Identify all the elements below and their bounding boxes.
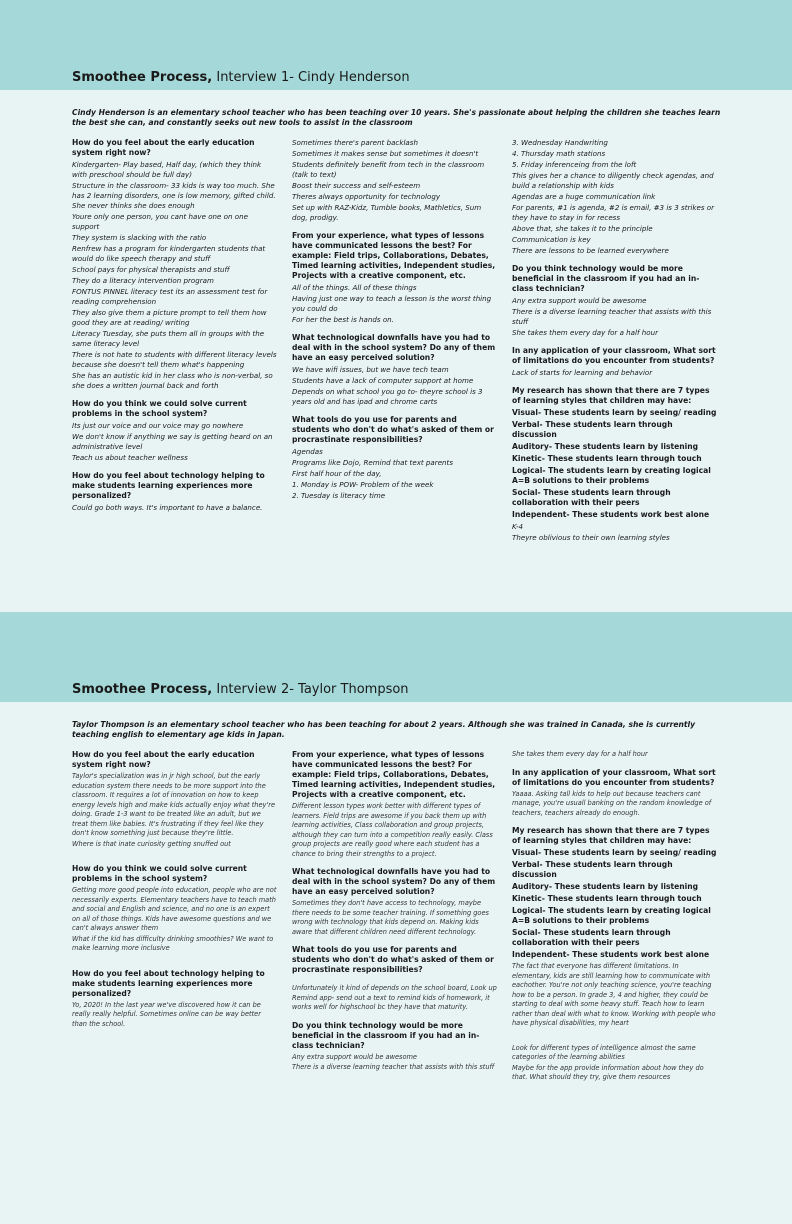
answer-text: Could go both ways. It's important to have a balance. [72, 503, 263, 512]
question-text: Social- These students learn through collaboration with their peers [512, 928, 671, 947]
spacer [72, 850, 277, 864]
question-text: What technological downfalls have you had to deal with in the school system? Do any of them have an easy perceived solution? [292, 333, 496, 362]
question-text: What tools do you use for parents and students who don't do what's asked of them or procrastinate responsibilities? [292, 945, 494, 974]
answer-text: 1. Monday is POW- Problem of the week [292, 480, 434, 489]
question-text: Logical- The students learn by creating logical A=B solutions to their problems [512, 466, 711, 485]
interview-2-column-1 [72, 750, 277, 1030]
question-text: From your experience, what types of lessons have communicated lessons the best? For example: Field trips, Collaborations, Debates, Timed learning activities, Independent studies, Projects with a creative component, etc. [292, 231, 496, 280]
interview-1-subtitle: Interview 1- Cindy Henderson [216, 70, 410, 85]
interview-2-subtitle: Interview 2- Taylor Thompson [216, 682, 409, 697]
answer-text: Boost their success and self-esteem [292, 181, 421, 190]
answer-text: K-4 [512, 522, 524, 531]
answer-text: She has an autistic kid in her class who is non-verbal, so she does a written journal back and forth [72, 371, 273, 390]
question-text: How do you feel about the early education system right now? [72, 138, 255, 157]
spacer [292, 326, 497, 333]
answer-text: 5. Friday inferenceing from the loft [512, 160, 637, 169]
answer-text: She takes them every day for a half hour [512, 328, 659, 337]
spacer [292, 938, 497, 945]
answer-text: Sometimes it makes sense but sometimes it doesn't [292, 149, 479, 158]
question-text: How do you think we could solve current problems in the school system? [72, 864, 247, 883]
answer-text: There is not hate to students with different literacy levels because she doesn't tell them what's happening [72, 350, 277, 369]
question-text: Kinetic- These students learn through touch [512, 454, 702, 463]
answer-text: They system is slacking with the ratio [72, 233, 207, 242]
spacer [292, 1014, 497, 1021]
answer-text: First half hour of the day, [292, 469, 382, 478]
answer-text: Any extra support would be awesome [292, 1052, 417, 1061]
answer-text: Above that, she takes it to the principle [512, 224, 653, 233]
answer-text: All of the things. All of these things [292, 283, 417, 292]
question-text: My research has shown that there are 7 types of learning styles that children may have: [512, 386, 710, 405]
answer-text: FONTUS PINNEL literacy test its an assessment test for reading comprehension [72, 287, 268, 306]
question-text: How do you feel about technology helping to make students learning experiences more personalized? [72, 968, 265, 998]
answer-text: Structure in the classroom- 33 kids is way too much. She has 2 learning disorders, one is low memory, gifted child. She never thinks she does enough [72, 181, 276, 210]
spacer [512, 1030, 717, 1044]
answer-text: Where is that inate curiosity getting snuffed out [72, 839, 231, 848]
answer-text: For parents, #1 is agenda, #2 is email, #3 is 3 strikes or they have to stay in for recess [512, 203, 715, 222]
interview-2-heading [72, 682, 409, 697]
answer-text: We have wifi issues, but we have tech team [292, 365, 449, 374]
question-text: How do you think we could solve current problems in the school system? [72, 399, 247, 418]
question-text: In any application of your classroom, What sort of limitations do you encounter from students? [512, 346, 716, 365]
question-text: Independent- These students work best alone [512, 510, 710, 519]
answer-text: Theres always opportunity for technology [292, 192, 441, 201]
question-text: Visual- These students learn by seeing/ reading [512, 408, 717, 417]
spacer [292, 224, 497, 231]
spacer [72, 955, 277, 969]
question-text: Visual- These students learn by seeing/ reading [512, 848, 717, 857]
answer-text: 2. Tuesday is literacy time [292, 491, 386, 500]
interview-1-intro: Cindy Henderson is an elementary school teacher who has been teaching over 10 years. She's passionate about helping the children she teaches learn the best she can, and constantly seeks out new tools to assist in the classroom [72, 108, 721, 127]
answer-text: Theyre oblivious to their own learning styles [512, 533, 670, 542]
answer-text: Taylor's specialization was in jr high school, but the early education system there needs to be more support into the classroom. It requires a lot of innovation on how to keep energy levels high and make kids actually enjoy what they're doing. Grade 1-3 want to be treated like an adult, but we treat them like babies. It's frustrating if they feel like they don't know something just because they're little. [72, 772, 276, 837]
question-text: How do you feel about the early education system right now? [72, 750, 255, 769]
answer-text: Sometimes they don't have access to technology, maybe there needs to be some teacher training. If something goes wrong with technology that kids depend on. Making kids aware that different children need different technology. [292, 899, 489, 936]
question-text: Logical- The students learn by creating logical A=B solutions to their problems [512, 906, 711, 925]
answer-text: The fact that everyone has different limitations. In elementary, kids are still learning how to communicate with eachother. You're not only teaching science, you're teaching how to be a person. In grade 3, 4 and higher, they could be starting to deal with some heavy stuff. Teach how to learn rather than deal with what to know. Working with people who have physical disabilities, my heart [512, 962, 716, 1027]
question-text: What tools do you use for parents and students who don't do what's asked of them or procrastinate responsibilities? [292, 415, 494, 444]
question-text: Kinetic- These students learn through touch [512, 894, 702, 903]
answer-text: Sometimes there's parent backlash [292, 138, 418, 147]
answer-text: Maybe for the app provide information about how they do that. What should they try, give them resources [512, 1063, 704, 1081]
interview-1-column-1 [72, 138, 277, 514]
question-text: Independent- These students work best alone [512, 950, 710, 959]
answer-text: There is a diverse learning teacher that assists with this stuff [292, 1063, 495, 1071]
question-text: From your experience, what types of lessons have communicated lessons the best? For example: Field trips, Collaborations, Debates, Timed learning activities, Independent studies, Projects with a creative component, etc. [292, 750, 496, 799]
spacer [292, 860, 497, 867]
answer-text: Yaaaa. Asking tall kids to help out because teachers cant manage, you're usuall banking on the random knowledge of teachers, teachers already do enough. [512, 789, 712, 817]
question-text: Auditory- These students learn by listening [512, 442, 699, 451]
spacer [292, 977, 497, 984]
spacer [292, 408, 497, 415]
answer-text: Unfortunately it kind of depends on the school board, Look up Remind app- send out a text to remind kids of homework, it works well for highschool bc they have that maturity. [292, 984, 497, 1011]
answer-text: They do a literacy intervention program [72, 276, 214, 285]
answer-text: Look for different types of intelligence almost the same categories of the learning abilities [512, 1043, 696, 1061]
answer-text: There is a diverse learning teacher that assists with this stuff [512, 307, 712, 326]
question-text: Do you think technology would be more beneficial in the classroom if you had an in-class technician? [512, 264, 700, 293]
answer-text: Its just our voice and our voice may go nowhere [72, 421, 244, 430]
question-text: My research has shown that there are 7 types of learning styles that children may have: [512, 826, 710, 845]
answer-text: Yo, 2020! In the last year we've discovered how it can be really really helpful. Sometimes online can be way better than the school. [72, 1000, 261, 1028]
answer-text: Youre only one person, you cant have one on one support [72, 212, 248, 231]
answer-text: They also give them a picture prompt to tell them how good they are at reading/ writing [72, 308, 267, 327]
answer-text: We don't know if anything we say is getting heard on an administrative level [72, 432, 273, 451]
answer-text: There are lessons to be learned everywhere [512, 246, 669, 255]
answer-text: Students have a lack of computer support at home [292, 376, 474, 385]
interview-1-column-3 [512, 138, 717, 544]
question-text: In any application of your classroom, What sort of limitations do you encounter from students? [512, 767, 716, 787]
interview-2-section [0, 612, 792, 1224]
answer-text: Students definitely benefit from tech in the classroom (talk to text) [292, 160, 485, 179]
spacer [72, 464, 277, 471]
answer-text: Lack of starts for learning and behavior [512, 368, 653, 377]
question-text: Social- These students learn through collaboration with their peers [512, 488, 671, 507]
question-text: Do you think technology would be more beneficial in the classroom if you had an in-class technician? [292, 1020, 480, 1050]
question-text: Verbal- These students learn through discussion [512, 420, 673, 439]
spacer [512, 339, 717, 346]
answer-text: She takes them every day for a half hour [512, 750, 648, 758]
answer-text: Literacy Tuesday, she puts them all in groups with the same literacy level [72, 329, 265, 348]
spacer [512, 257, 717, 264]
answer-text: Agendas are a huge communication link [512, 192, 656, 201]
interview-2-column-3 [512, 750, 717, 1084]
spacer [512, 379, 717, 386]
spacer [512, 819, 717, 826]
interview-1-heading [72, 70, 410, 85]
answer-text: Teach us about teacher wellness [72, 453, 188, 462]
answer-text: Agendas [292, 447, 323, 456]
question-text: What technological downfalls have you had to deal with in the school system? Do any of them have an easy perceived solution? [292, 867, 496, 896]
answer-text: Having just one way to teach a lesson is the worst thing you could do [292, 294, 492, 313]
answer-text: School pays for physical therapists and stuff [72, 265, 230, 274]
answer-text: Depends on what school you go to- theyre school is 3 years old and has ipad and chrome carts [292, 387, 483, 406]
answer-text: For her the best is hands on. [292, 315, 394, 324]
spacer [512, 761, 717, 768]
answer-text: Any extra support would be awesome [512, 296, 647, 305]
answer-text: This gives her a chance to diligently check agendas, and build a relationship with kids [512, 171, 714, 190]
interview-2-intro: Taylor Thompson is an elementary school teacher who has been teaching for about 2 years. Although she was trained in Canada, she is currently teaching english to elementary age kids in Japan. [72, 720, 696, 739]
spacer [72, 392, 277, 399]
interview-2-column-2 [292, 750, 497, 1074]
question-text: Auditory- These students learn by listening [512, 882, 699, 891]
interview-1-brand: Smoothee Process, [72, 70, 213, 85]
question-text: How do you feel about technology helping to make students learning experiences more personalized? [72, 471, 265, 500]
interview-1-column-2 [292, 138, 497, 502]
answer-text: Different lesson types work better with different types of learners. Field trips are awesome if you back them up with learning activities, Class collaboration and group projects, although they can turn into a competition really easily. Class group projects are really good where each student has a chance to bring their strengths to a project. [292, 802, 493, 858]
answer-text: Communication is key [512, 235, 591, 244]
answer-text: Programs like Dojo, Remind that text parents [292, 458, 454, 467]
answer-text: 3. Wednesday Handwriting [512, 138, 608, 147]
question-text: Verbal- These students learn through discussion [512, 860, 673, 879]
answer-text: Set up with RAZ-Kidz, Tumble books, Mathletics, Sum dog, prodigy. [292, 203, 482, 222]
answer-text: 4. Thursday math stations [512, 149, 606, 158]
answer-text: Kindergarten- Play based, Half day, (which they think with preschool should be full day) [72, 160, 262, 179]
answer-text: Getting more good people into education, people who are not necessarily experts. Elementary teachers have to teach math and social and English and science, and no one is an expert on all of those things. Kids have awesome questions and we can't always answer them [72, 886, 277, 932]
answer-text: Renfrew has a program for kindergarten students that would do like speech therapy and stuff [72, 244, 266, 263]
interview-2-brand: Smoothee Process, [72, 682, 213, 697]
answer-text: What if the kid has difficulty drinking smoothies? We want to make learning more inclusive [72, 934, 274, 952]
